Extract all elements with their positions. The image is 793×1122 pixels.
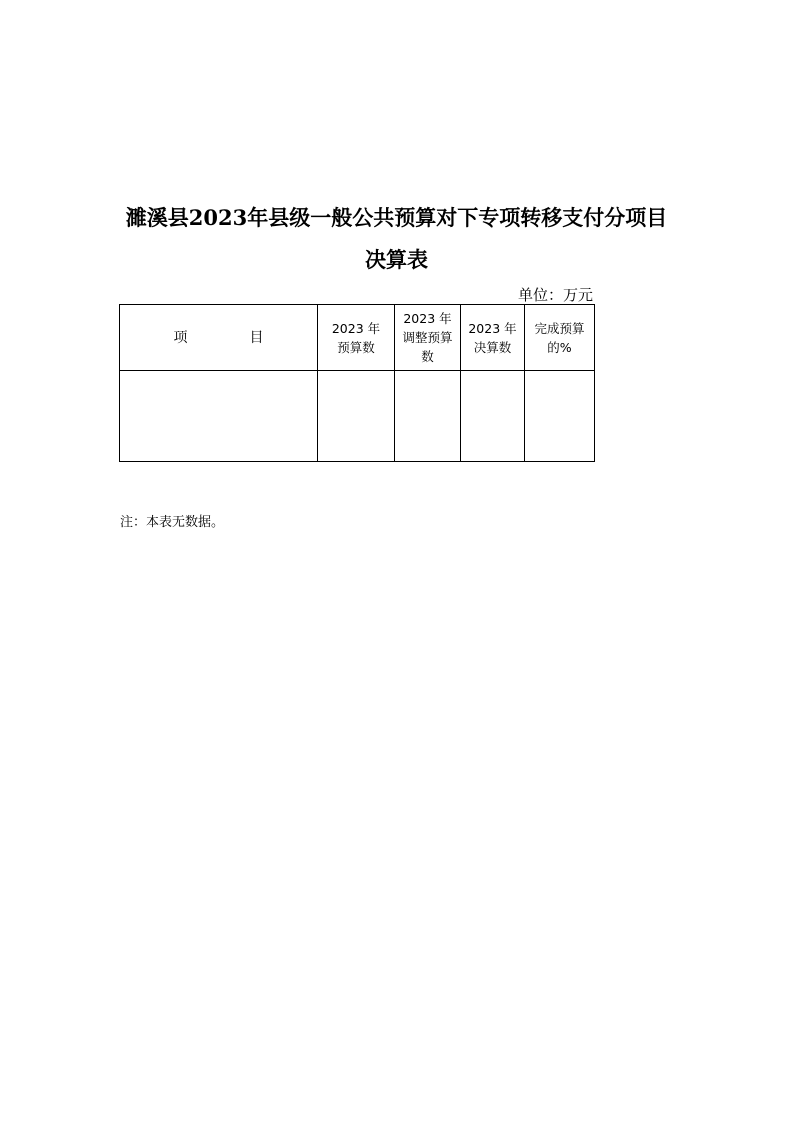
header-budget-line-2: 预算数	[337, 339, 375, 355]
unit-label: 单位：万元	[517, 286, 593, 304]
header-final-account	[461, 305, 525, 371]
header-adjusted-line-2: 调整预算	[402, 330, 453, 345]
cell-adjusted	[395, 371, 461, 462]
cell-completion	[525, 371, 595, 462]
table-row	[120, 371, 595, 462]
header-project-char-1: 项	[173, 329, 188, 346]
header-completion-line-2: 的%	[547, 339, 572, 355]
header-final-line-1: 2023 年	[468, 320, 517, 336]
cell-final	[461, 371, 525, 462]
header-budget	[318, 305, 395, 371]
header-adjusted-line-1: 2023 年	[403, 311, 452, 326]
header-final-line-2: 决算数	[473, 339, 512, 355]
document-title-line-1: 濉溪县2023年县级一般公共预算对下专项转移支付分项目	[125, 205, 668, 230]
header-adjusted-budget	[395, 305, 461, 371]
footnote: 注：本表无数据。	[120, 515, 225, 530]
header-project-char-2: 目	[249, 329, 264, 346]
header-adjusted-line-3: 数	[421, 349, 434, 364]
cell-budget	[318, 371, 395, 462]
budget-table	[119, 304, 595, 462]
header-completion-rate	[525, 305, 595, 371]
header-budget-line-1: 2023 年	[331, 320, 381, 336]
table-header-row	[120, 305, 595, 371]
document-title-line-2: 决算表	[365, 247, 428, 272]
header-completion-line-1: 完成预算	[534, 320, 585, 336]
header-project	[120, 305, 318, 371]
cell-project	[120, 371, 318, 462]
